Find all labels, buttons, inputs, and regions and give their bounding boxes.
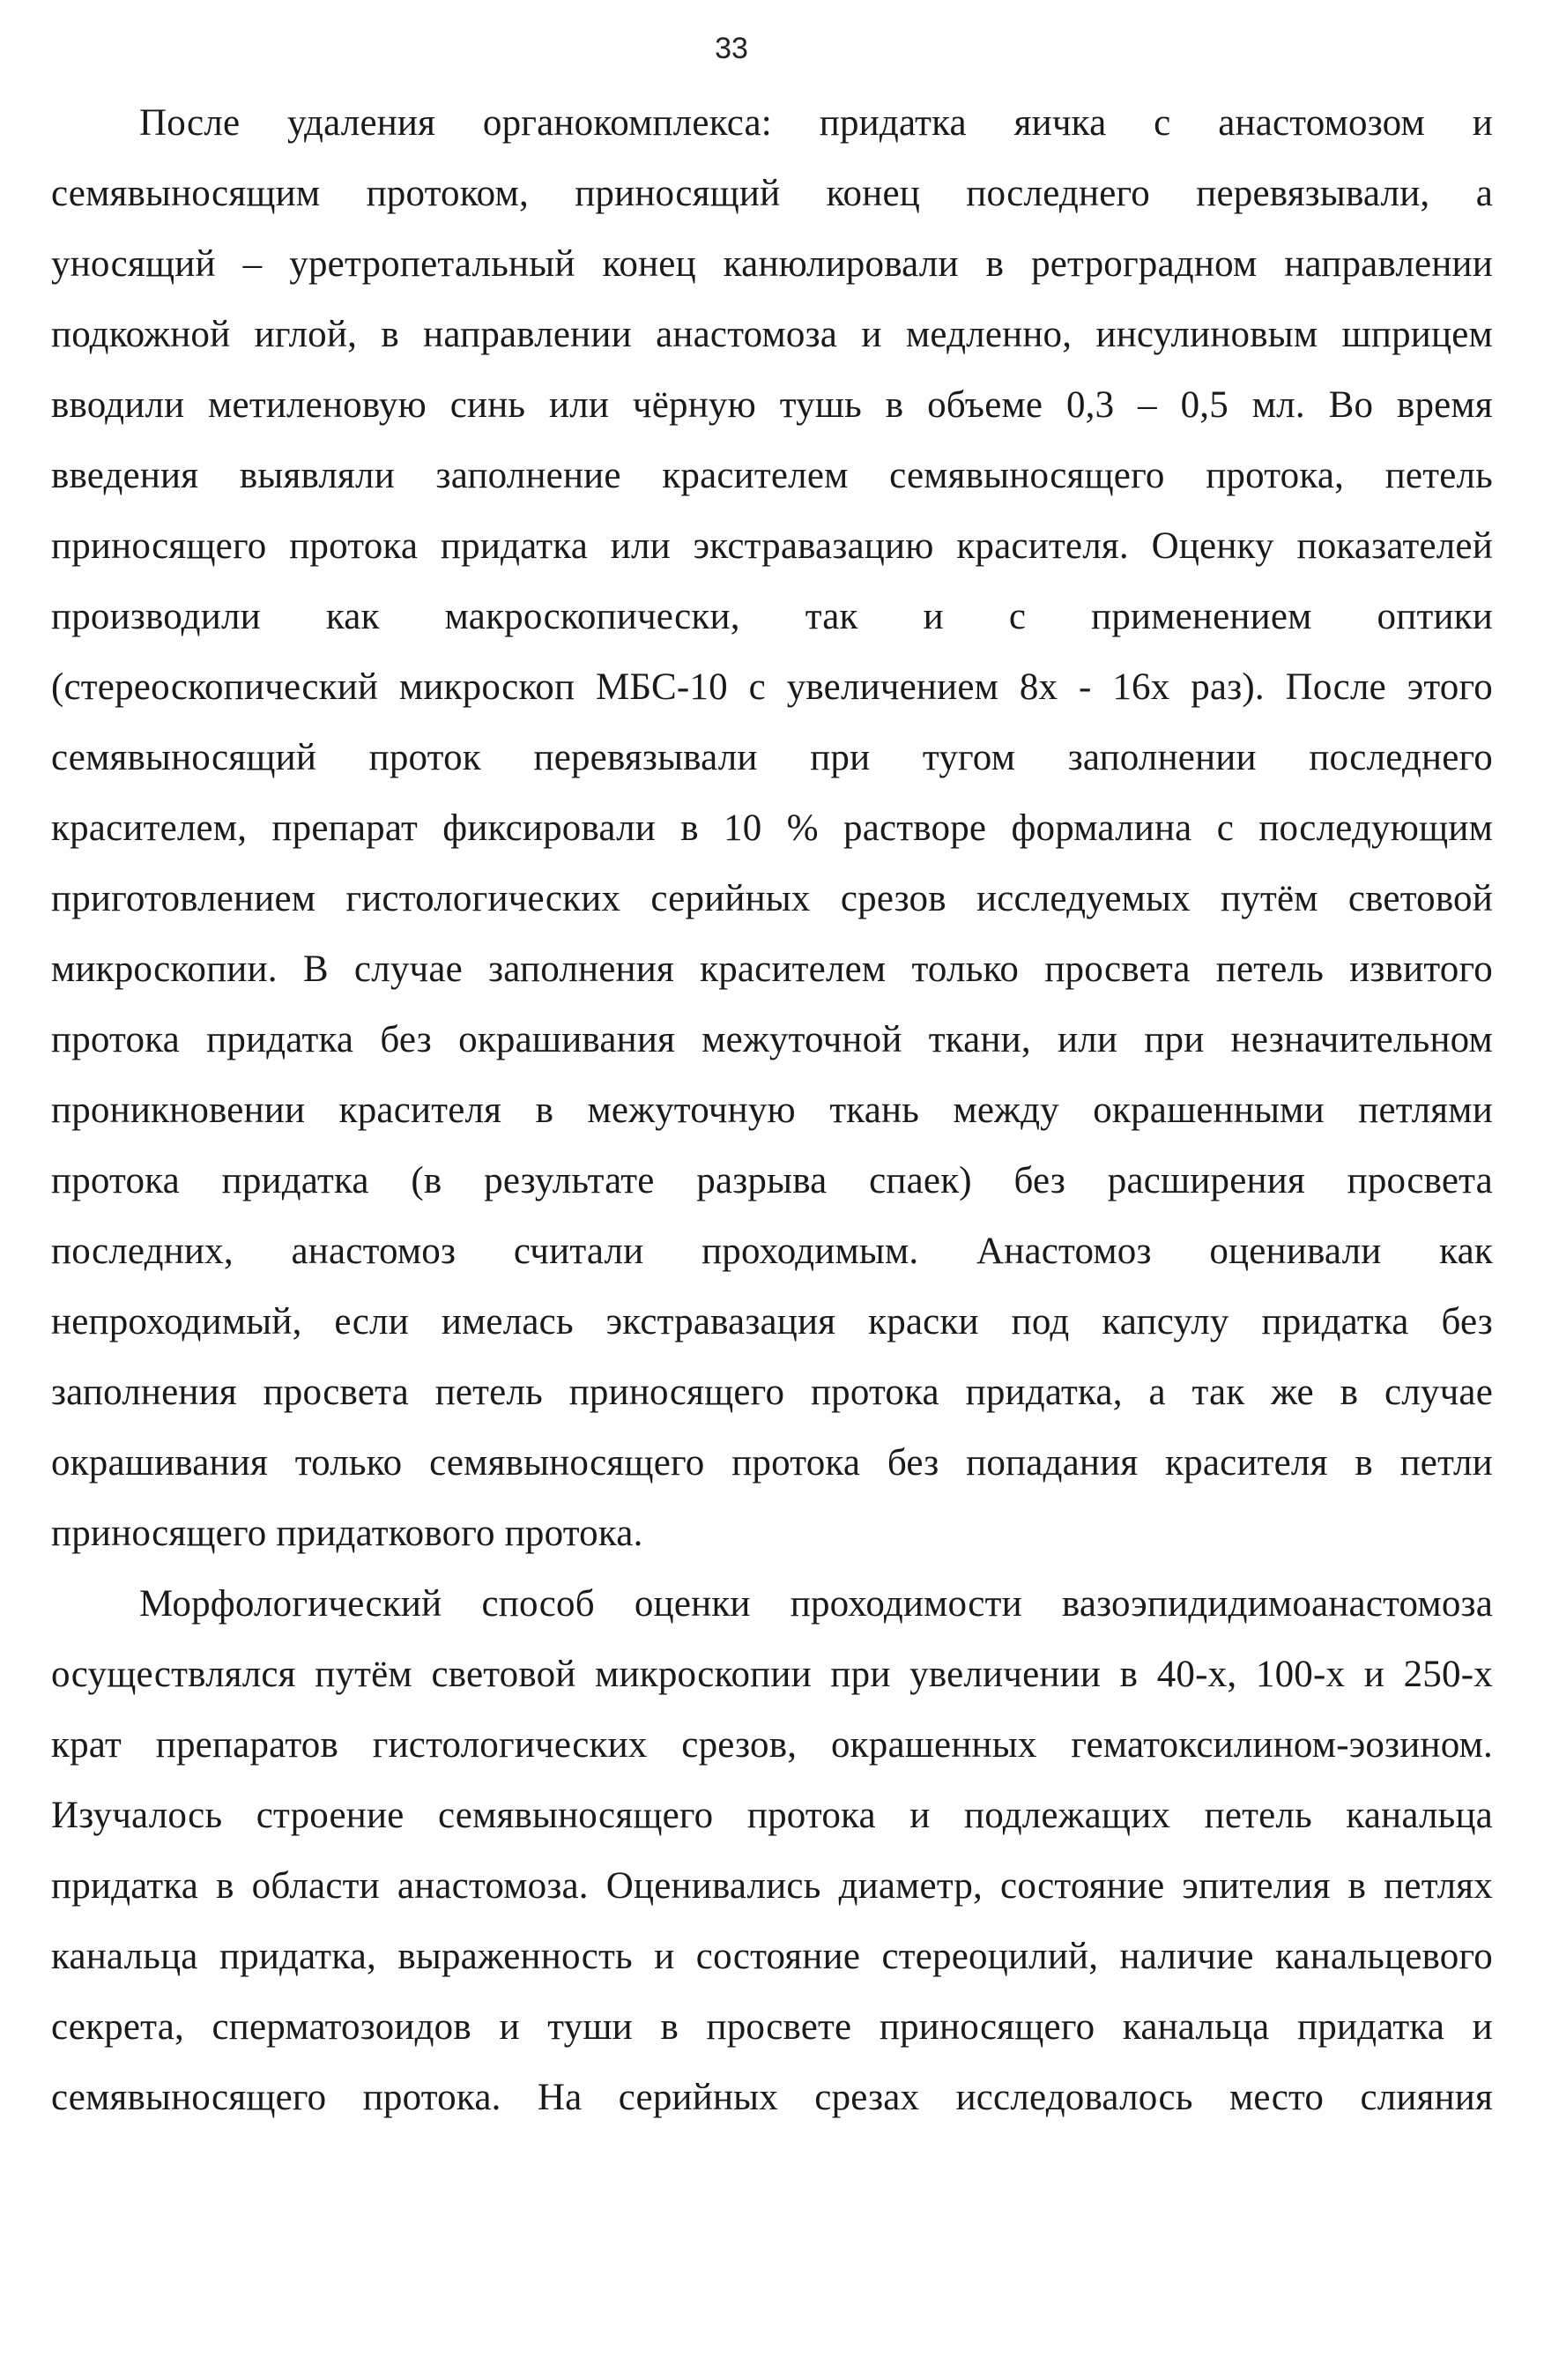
text-line: осуществлялся путём световой микроскопии при увеличении в 40-х, 100-х и 250-х xyxy=(51,1654,1493,1695)
text-line: последних, анастомоз считали проходимым. Анастомоз оценивали как xyxy=(51,1231,1493,1272)
paragraph-2 xyxy=(51,1569,1493,2133)
text-line: красителем, препарат фиксировали в 10 % растворе формалина с последующим xyxy=(51,807,1493,849)
text-line: уносящий – уретропетальный конец канюлировали в ретроградном направлении xyxy=(51,243,1493,285)
text-line: вводили метиленовую синь или чёрную тушь в объеме 0,3 – 0,5 мл. Во время xyxy=(51,384,1493,426)
document-body xyxy=(51,88,1493,2133)
text-line: непроходимый, если имелась экстравазация краски под капсулу придатка без xyxy=(51,1301,1493,1342)
text-line: семявыносящий проток перевязывали при тугом заполнении последнего xyxy=(51,737,1493,778)
text-line: введения выявляли заполнение красителем семявыносящего протока, петель xyxy=(51,455,1493,496)
text-line: семявыносящим протоком, приносящий конец последнего перевязывали, а xyxy=(51,173,1493,214)
text-line: проникновении красителя в межуточную ткань между окрашенными петлями xyxy=(51,1090,1493,1131)
text-line: производили как макроскопически, так и с применением оптики xyxy=(51,596,1493,637)
text-line: Изучалось строение семявыносящего протока и подлежащих петель канальца xyxy=(51,1795,1493,1836)
text-line: крат препаратов гистологических срезов, окрашенных гематоксилином-эозином. xyxy=(51,1724,1493,1766)
text-line: придатка в области анастомоза. Оценивались диаметр, состояние эпителия в петлях xyxy=(51,1865,1493,1907)
text-line: микроскопии. В случае заполнения красителем только просвета петель извитого xyxy=(51,948,1493,990)
text-line: семявыносящего протока. На серийных срезах исследовалось место слияния xyxy=(51,2077,1493,2118)
page-number: 33 xyxy=(715,32,748,65)
text-line: Морфологический способ оценки проходимости вазоэпидидимоанастомоза xyxy=(139,1583,1493,1625)
text-line: секрета, сперматозоидов и туши в просвете приносящего канальца придатка и xyxy=(51,2006,1493,2048)
text-line: (стереоскопический микроскоп МБС-10 с увеличением 8х - 16х раз). После этого xyxy=(51,666,1493,708)
paragraph-1 xyxy=(51,88,1493,1569)
text-line: протока придатка (в результате разрыва спаек) без расширения просвета xyxy=(51,1160,1493,1201)
text-line: приносящего протока придатка или экстравазацию красителя. Оценку показателей xyxy=(51,525,1493,567)
text-line: заполнения просвета петель приносящего протока придатка, а так же в случае xyxy=(51,1372,1493,1413)
text-line: канальца придатка, выраженность и состояние стереоцилий, наличие канальцевого xyxy=(51,1936,1493,1977)
text-line: приготовлением гистологических серийных срезов исследуемых путём световой xyxy=(51,878,1493,919)
text-line: После удаления органокомплекса: придатка яичка с анастомозом и xyxy=(139,102,1493,144)
text-line: окрашивания только семявыносящего протока без попадания красителя в петли xyxy=(51,1442,1493,1484)
text-line: протока придатка без окрашивания межуточной ткани, или при незначительном xyxy=(51,1019,1493,1060)
text-line: приносящего придаткового протока. xyxy=(51,1513,643,1554)
text-line: подкожной иглой, в направлении анастомоза и медленно, инсулиновым шприцем xyxy=(51,314,1493,355)
